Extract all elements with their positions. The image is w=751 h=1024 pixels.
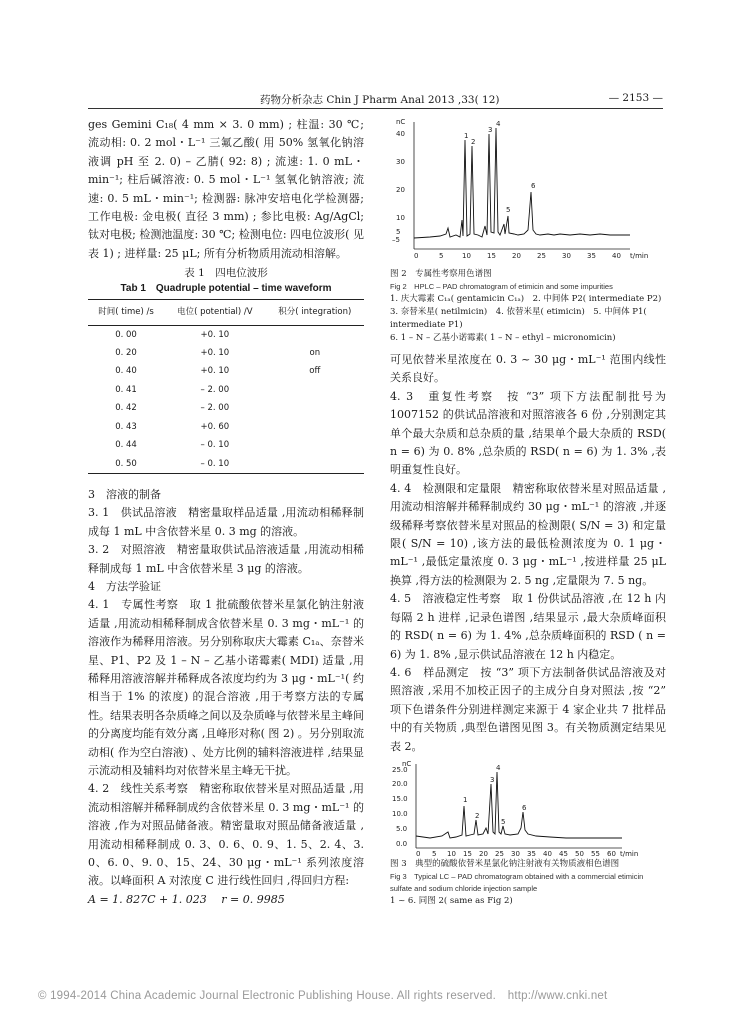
section-3-heading: 3 溶液的制备 bbox=[88, 487, 161, 501]
page-header bbox=[88, 92, 663, 109]
cell: +0. 10 bbox=[200, 348, 230, 359]
fig2-peak-label: 1 bbox=[464, 132, 469, 140]
section-3-2: 3. 2 对照溶液 精密量取供试品溶液适量 ,用流动相稀释制成每 1 mL 中含依替米星 3 μg 的溶液。 bbox=[88, 543, 364, 575]
section-4-5: 4. 5 溶液稳定性考察 取 1 份供试品溶液 ,在 12 h 内每隔 2 h 进样 ,记录色谱图 ,结果显示 ,最大杂质峰面积的 RSD( n = 6) 为 1. 4% ,总杂质峰面积的 RSD ( n = 6) 为 1. 8% ,显示供试品溶液在 12 h 内稳定。 bbox=[390, 592, 666, 661]
cell: – 0. 10 bbox=[200, 440, 230, 451]
cell: 0. 41 bbox=[115, 384, 137, 395]
section-4-1: 4. 1 专属性考察 取 1 批硫酸依替米星氯化钠注射液适量 ,用流动相稀释制成含依替米星 0. 3 mg・mL⁻¹ 的溶液作为稀释用溶液。另分别称取庆大霉素 C₁ₐ、奈替米星、P1、P2 及 1 – N – 乙基小诺霉素( MDI) 适量 ,用稀释用溶液溶解并稀释成各浓度均约为 3 μg・mL⁻¹( 约相当于 1% 的浓度) 的混合溶液 ,用于考察方法的专属性。结果表明各杂质峰之间以及杂质峰与依替米星主峰间的分离度均能有效分离 ,且峰形对称( 图 2) 。另分别取流动相( 作为空白溶液) 、处方比例的辅料溶液进样 ,结果显示流动相及辅料均对依替米星主峰无干扰。 bbox=[88, 598, 364, 777]
fig3-peak-label: 4 bbox=[496, 763, 501, 772]
fig2-x-tick: 5 bbox=[439, 252, 444, 260]
cell bbox=[266, 325, 364, 344]
method-conditions: ges Gemini C₁₈( 4 mm × 3. 0 mm) ; 柱温: 30 ℃; 流动相: 0. 2 mol・L⁻¹ 三氟乙酸( 用 50% 氢氧化钠溶液调 pH 至 2. 0) – 乙腈( 92: 8) ; 流速: 1. 0 mL・min⁻¹; 柱后碱溶液: 0. 5 mol・L⁻¹ 氢氧化钠溶液; 流速: 0. 5 mL・min⁻¹; 检测器: 脉冲安培电化学检测器; 工作电极: 金电极( 直径 3 mm) ; 参比电极: Ag/AgCl; 钛对电极; 检测池温度: 30 ℃; 检测电位: 四电位波形( 见表 1) ; 进样量: 25 μL; 所有分析物质用流动相溶解。 bbox=[88, 118, 364, 260]
figure-3 bbox=[390, 758, 666, 908]
cell: +0. 10 bbox=[200, 366, 230, 377]
fig2-x-tick: 30 bbox=[562, 252, 571, 260]
fig2-x-unit: t/min bbox=[630, 252, 649, 260]
fig3-peak-label: 5 bbox=[501, 817, 506, 826]
cell: 0. 42 bbox=[115, 403, 137, 414]
fig2-trace bbox=[414, 128, 630, 238]
figure-2-legend-6: 6. 1 – N – 乙基小诺霉素( 1 – N – ethyl – micronomicin) bbox=[390, 333, 616, 343]
table-row bbox=[88, 455, 364, 474]
section-4-2: 4. 2 线性关系考察 精密称取依替米星对照品适量 ,用流动相溶解并稀释制成约含依替米星 0. 3 mg・mL⁻¹ 的溶液 ,作为对照品储备液。精密量取对照品储备液适量 ,用流动相稀释制成 0. 3、0. 6、0. 9、1. 5、2. 4、3. 0、6. 0、9. 0、15、24、30 μg・mL⁻¹ 系列浓度溶液。以峰面积 A 对浓度 C 进行线性回归 ,得回归方程: bbox=[88, 782, 364, 888]
section-4-3: 4. 3 重复性考察 按 “3” 项下方法配制批号为 1007152 的供试品溶液和对照溶液各 6 份 ,分别测定其单个最大杂质和总杂质的量 ,结果单个最大杂质的 RSD( n = 6) 为 0. 8% ,总杂质的 RSD( n = 6) 为 1. 3% ,表明重复性良好。 bbox=[390, 389, 666, 477]
cell bbox=[266, 436, 364, 454]
journal-title: 药物分析杂志 Chin J Pharm Anal 2013 ,33( 12) bbox=[260, 94, 500, 106]
table-header-row bbox=[88, 300, 364, 325]
table-row bbox=[88, 436, 364, 454]
fig2-x-tick: 15 bbox=[487, 252, 496, 260]
cell bbox=[266, 455, 364, 474]
cell: 0. 20 bbox=[115, 348, 137, 359]
regression-equation: A = 1. 827C + 1. 023 r = 0. 9985 bbox=[88, 892, 285, 906]
fig3-trace bbox=[416, 772, 622, 838]
linearity-conclusion: 可见依替米星浓度在 0. 3 ~ 30 μg・mL⁻¹ 范围内线性关系良好。 bbox=[390, 353, 666, 385]
waveform-table bbox=[88, 299, 364, 474]
fig2-y-tick: –5 bbox=[392, 236, 400, 244]
fig3-peak-label: 1 bbox=[463, 795, 468, 804]
copyright-footer: © 1994-2014 China Academic Journal Electronic Publishing House. All rights reserved. http://www.cnki.net bbox=[38, 990, 608, 1002]
section-3-1: 3. 1 供试品溶液 精密量取样品适量 ,用流动相稀释制成每 1 mL 中含依替米星 0. 3 mg 的溶液。 bbox=[88, 506, 364, 538]
right-column bbox=[390, 116, 670, 908]
fig3-peak-label: 3 bbox=[490, 775, 495, 784]
fig2-x-tick: 10 bbox=[462, 252, 471, 260]
section-4-6: 4. 6 样品测定 按 “3” 项下方法制备供试品溶液及对照溶液 ,采用不加校正因子的主成分自身对照法 ,按 “2” 项下色谱条件分别进样测定来源于 4 家企业共 7 批样品中的有关物质 ,典型色谱图见图 3。有关物质测定结果见表 2。 bbox=[390, 665, 666, 753]
fig2-y-unit: nC bbox=[396, 118, 406, 126]
fig2-peak-label: 4 bbox=[496, 120, 501, 128]
cell: 0. 50 bbox=[88, 455, 164, 474]
figure-3-chromatogram bbox=[390, 758, 666, 858]
fig3-x-tick: 30 bbox=[511, 849, 520, 858]
fig3-y-tick: 15.0 bbox=[392, 794, 408, 803]
fig3-x-tick: 55 bbox=[591, 849, 600, 858]
fig2-peak-label: 2 bbox=[471, 138, 476, 146]
table-row bbox=[88, 399, 364, 417]
fig2-peak-label: 3 bbox=[488, 126, 493, 134]
fig2-x-tick: 40 bbox=[612, 252, 621, 260]
table-row bbox=[88, 418, 364, 436]
fig3-x-tick: 10 bbox=[447, 849, 456, 858]
fig3-x-tick: 0 bbox=[416, 849, 421, 858]
fig2-x-tick: 25 bbox=[537, 252, 546, 260]
table-1 bbox=[88, 265, 364, 474]
cell bbox=[266, 381, 364, 399]
col-integration: 积分( integration) bbox=[266, 300, 364, 325]
fig3-peak-label: 6 bbox=[522, 803, 527, 812]
fig3-x-tick: 20 bbox=[479, 849, 488, 858]
fig3-x-unit: t/min bbox=[620, 849, 639, 858]
fig2-y-tick: 5 bbox=[396, 228, 401, 236]
figure-2-caption-en: Fig 2 HPLC – PAD chromatogram of etimicin and some impurities bbox=[390, 282, 613, 291]
cell: on bbox=[309, 348, 321, 359]
cell: – 0. 10 bbox=[164, 455, 266, 474]
fig2-x-tick: 35 bbox=[587, 252, 596, 260]
figure-3-caption-en: Fig 3 Typical LC – PAD chromatogram obtained with a commercial etimicin sulfate and sodium chloride injection sample bbox=[390, 871, 644, 893]
fig3-y-unit: nC bbox=[402, 759, 412, 768]
fig3-x-tick: 5 bbox=[432, 849, 437, 858]
fig3-y-tick: 0.0 bbox=[396, 839, 408, 848]
cell bbox=[266, 399, 364, 417]
fig3-y-tick: 20.0 bbox=[392, 779, 408, 788]
page-number: — 2153 — bbox=[608, 92, 663, 104]
fig2-x-tick: 0 bbox=[414, 252, 419, 260]
figure-3-legend: 1 ~ 6. 同图 2( same as Fig 2) bbox=[390, 895, 513, 906]
table-1-caption-cn: 表 1 四电位波形 bbox=[184, 267, 268, 280]
fig2-peak-label: 6 bbox=[531, 182, 536, 190]
table-row bbox=[88, 325, 364, 344]
fig3-x-tick: 45 bbox=[559, 849, 568, 858]
fig3-y-tick: 25.0 bbox=[392, 765, 408, 774]
cell: off bbox=[309, 366, 321, 377]
table-row bbox=[88, 381, 364, 399]
fig2-y-tick: 40 bbox=[396, 130, 405, 138]
fig2-y-tick: 30 bbox=[396, 158, 405, 166]
cell: – 2. 00 bbox=[200, 403, 230, 414]
figure-2-legend: 1. 庆大霉素 C₁ₐ( gentamicin C₁ₐ) 2. 中间体 P2( intermediate P2) 3. 奈替米星( netilmicin) 4. 依替米星( etimicin) 5. 中间体 P1( intermediate P1) bbox=[390, 294, 670, 330]
col-time: 时间( time) /s bbox=[88, 300, 164, 325]
cell: 0. 40 bbox=[115, 366, 137, 377]
cell bbox=[266, 418, 364, 436]
fig2-y-tick: 10 bbox=[396, 214, 405, 222]
fig3-x-tick: 25 bbox=[495, 849, 504, 858]
fig3-y-tick: 5.0 bbox=[396, 824, 408, 833]
table-1-caption-en: Tab 1 Quadruple potential – time waveform bbox=[120, 283, 332, 295]
cell: 0. 43 bbox=[115, 421, 137, 432]
fig3-x-tick: 40 bbox=[543, 849, 552, 858]
left-column bbox=[88, 116, 364, 909]
figure-2-caption-cn: 图 2 专属性考察用色谱图 bbox=[390, 269, 492, 279]
figure-3-caption-cn: 图 3 典型的硫酸依替米星氯化钠注射液有关物质液相色谱图 bbox=[390, 858, 620, 869]
table-row bbox=[88, 344, 364, 362]
fig2-y-tick: 20 bbox=[396, 186, 405, 194]
fig3-x-tick: 15 bbox=[463, 849, 472, 858]
fig3-y-tick: 10.0 bbox=[392, 809, 408, 818]
section-4-4: 4. 4 检测限和定量限 精密称取依替米星对照品适量 ,用流动相溶解并稀释制成约 30 μg・mL⁻¹ 的溶液 ,并逐级稀释考察依替米星对照品的检测限( S/N = 3) 和定量限( S/N = 10) ,该方法的最低检测浓度为 0. 1 μg・mL⁻¹ ,最低定量浓度 0. 3 μg・mL⁻¹ ,按进样量 25 μL 换算 ,得方法的检测限为 2. 5 ng ,定量限为 7. 5 ng。 bbox=[390, 481, 666, 587]
cell: – 2. 00 bbox=[200, 384, 230, 395]
fig2-peak-label: 5 bbox=[506, 206, 511, 214]
col-potential: 电位( potential) /V bbox=[164, 300, 266, 325]
fig3-x-tick: 60 bbox=[607, 849, 616, 858]
figure-2 bbox=[390, 116, 670, 345]
cell: 0. 44 bbox=[115, 440, 137, 451]
table-row bbox=[88, 362, 364, 380]
fig3-x-tick: 50 bbox=[575, 849, 584, 858]
fig3-x-tick: 35 bbox=[527, 849, 536, 858]
cell: +0. 60 bbox=[200, 421, 230, 432]
fig3-peak-label: 2 bbox=[475, 811, 480, 820]
cell: +0. 10 bbox=[200, 329, 230, 340]
fig2-x-tick: 20 bbox=[512, 252, 521, 260]
section-4-heading: 4 方法学验证 bbox=[88, 579, 161, 593]
cell: 0. 00 bbox=[115, 329, 137, 340]
figure-2-chromatogram bbox=[390, 116, 666, 268]
